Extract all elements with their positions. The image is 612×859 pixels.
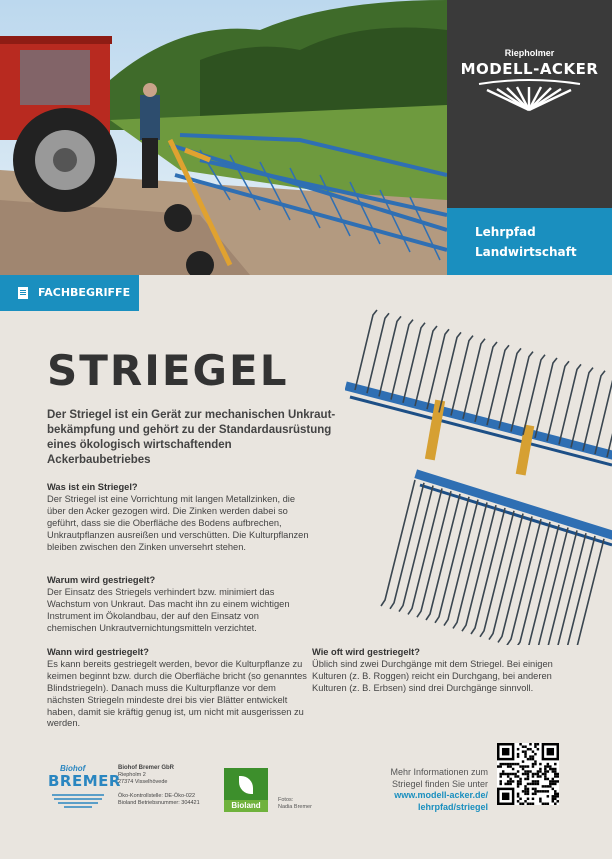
category-label: FACHBEGRIFFE xyxy=(38,286,131,299)
field-stripes-icon xyxy=(50,792,106,808)
more-line2: Striegel finden Sie unter xyxy=(391,778,488,789)
section-wann xyxy=(47,647,309,730)
lead-text: Der Striegel ist ein Gerät zur mechanischen Unkraut-bekämpfung und gehört zu der Standardausrüstung eines ökologisch wirtschaftenden Ackerbaubetriebes xyxy=(47,409,336,466)
bioland-logo xyxy=(224,768,268,812)
section-text: Der Einsatz des Striegels verhindert bzw. minimiert das Wachstum von Unkraut. Das macht ihn zu einem wichtigen Instrument im Ökolandbau, der auf den Einsatz von chemischen Unkrautvernichtungsmitteln verzichtet. xyxy=(47,586,290,633)
brand-box xyxy=(447,0,612,208)
logo-small-text: Biohof xyxy=(60,764,86,773)
page-title: STRIEGEL xyxy=(47,346,289,395)
section-text: Es kann bereits gestriegelt werden, bevor die Kulturpflanze zu keimen beginnt bzw. durch die Oberfläche bricht (so genanntes Blindstriegeln). Danach muss die Kulturpflanze vor dem nächsten Striegeln mindeste drei bis vier Blätter entwickelt haben, damit sie kräftig genug ist, um nicht mit ausgerissen zu werden. xyxy=(47,658,307,729)
section-heading: Was ist ein Striegel? xyxy=(47,482,138,492)
logo-big-text: BREMER xyxy=(48,772,121,790)
city: 27374 Visselhövede xyxy=(118,779,168,785)
section-wie-oft xyxy=(312,647,574,695)
section-heading: Wie oft wird gestriegelt? xyxy=(312,647,420,657)
footer xyxy=(0,740,612,859)
info-link-2[interactable]: lehrpfad/striegel xyxy=(417,801,488,812)
photo-credit-label: Fotos: xyxy=(278,797,294,803)
book-icon xyxy=(18,287,28,299)
section-heading: Warum wird gestriegelt? xyxy=(47,575,156,585)
company-name: Biohof Bremer GbR xyxy=(118,765,175,771)
section-was xyxy=(47,482,309,553)
qr-code-icon[interactable] xyxy=(497,743,559,805)
field-logo-icon xyxy=(477,78,582,112)
bioland-number: Bioland Betriebsnummer: 304421 xyxy=(118,800,200,806)
section-text: Üblich sind zwei Durchgänge mit dem Striegel. Bei einigen Kulturen (z. B. Roggen) reicht ein Durchgang, bei anderen Kulturen (z. B. Erbsen) sind drei Durchgänge sinnvoll. xyxy=(312,658,553,693)
header-photo xyxy=(0,0,447,275)
address-block xyxy=(118,765,228,807)
photo-credit-name: Nadia Bremer xyxy=(278,804,312,810)
section-heading: Wann wird gestriegelt? xyxy=(47,647,149,657)
brand-subtitle: Riepholmer xyxy=(504,48,555,58)
brand-title: MODELL-ACKER xyxy=(460,60,599,78)
section-text: Der Striegel ist eine Vorrichtung mit langen Metallzinken, die über den Acker gezogen wird. Die Zinken werden dabei so geführt, dass sie die Oberfläche des Bodens aufbrechen, Unkrautpflanzen ausreißen und verschütten. Die Kulturpflanzen bleiben zwischen den Zinken unversehrt stehen. xyxy=(47,493,309,552)
leaf-icon xyxy=(239,776,253,794)
more-info xyxy=(340,767,488,813)
biohof-bremer-logo xyxy=(48,764,121,814)
lehrpfad-line1: Lehrpfad xyxy=(475,225,536,239)
lehrpfad-line2: Landwirtschaft xyxy=(475,245,577,259)
photo-credit xyxy=(278,797,312,811)
info-link-1[interactable]: www.modell-acker.de/ xyxy=(394,790,488,800)
harrow-tines-illustration xyxy=(345,305,612,645)
category-tab xyxy=(0,275,139,311)
more-line1: Mehr Informationen zum xyxy=(390,767,488,777)
control-body: Öko-Kontrollstelle: DE-Öko-022 xyxy=(118,793,196,799)
bioland-label: Bioland xyxy=(231,801,261,810)
section-warum xyxy=(47,575,309,635)
lehrpfad-box xyxy=(447,208,612,275)
street: Riepholm 2 xyxy=(118,772,146,778)
